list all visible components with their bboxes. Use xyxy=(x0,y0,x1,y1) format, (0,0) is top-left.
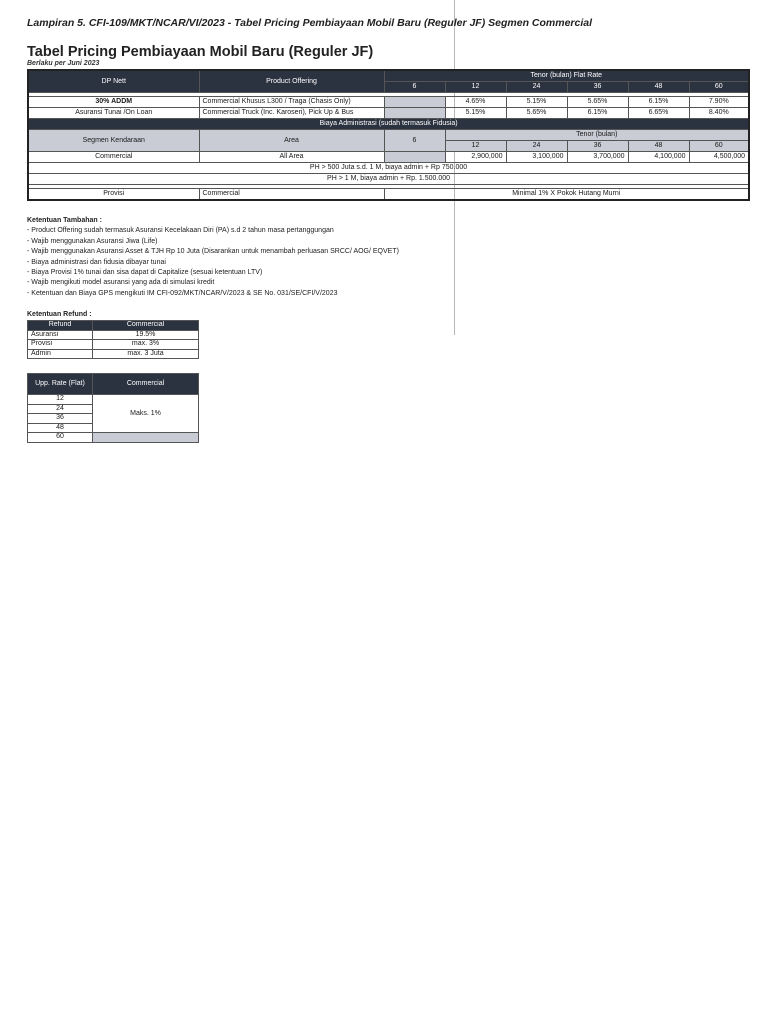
refund-table xyxy=(27,320,199,359)
admin-fee-cell-empty xyxy=(384,152,445,163)
upp-tenor: 60 xyxy=(28,433,93,443)
area-cell: All Area xyxy=(199,152,384,163)
ketentuan-item: - Wajib menggunakan Asuransi Jiwa (Life) xyxy=(27,237,158,245)
ketentuan-heading: Ketentuan Tambahan : xyxy=(27,217,102,224)
ketentuan-item: - Ketentuan dan Biaya GPS mengikuti IM CFI-092/MKT/NCAR/V/2023 & SE No. 031/SE/CFI/V/2023 xyxy=(27,289,338,297)
upp-col-header: Commercial xyxy=(93,374,199,395)
admin-fee-cell: 3,700,000 xyxy=(567,152,628,163)
pricing-table xyxy=(27,69,750,201)
area-header: Area xyxy=(199,130,384,152)
admin-fee-cell: 2,900,000 xyxy=(445,152,506,163)
upp-tenor: 24 xyxy=(28,404,93,414)
admin-note: PH > 500 Juta s.d. 1 M, biaya admin + Rp 750.000 xyxy=(28,163,749,174)
upp-tenor: 48 xyxy=(28,423,93,433)
tenor-flat-rate-header: Tenor (bulan) Flat Rate xyxy=(384,70,749,82)
ketentuan-item: - Wajib menggunakan Asuransi Asset & TJH Rp 10 Juta (Disarankan untuk menambah perluasan SRCC/ AOG/ EQVET) xyxy=(27,248,399,256)
upp-tenor: 12 xyxy=(28,395,93,405)
rate-cell-empty xyxy=(384,108,445,119)
refund-value: 19.5% xyxy=(93,330,199,340)
tenor-header-cell: 24 xyxy=(506,82,567,93)
rate-cell: 5.65% xyxy=(506,108,567,119)
rate-cell: 4.65% xyxy=(445,97,506,108)
admin-fee-cell: 3,100,000 xyxy=(506,152,567,163)
segmen-kendaraan-header: Segmen Kendaraan xyxy=(28,130,199,152)
upp-tenor: 36 xyxy=(28,414,93,424)
admin-note: PH > 1 M, biaya admin + Rp. 1.500.000 xyxy=(28,174,749,185)
ketentuan-item: - Biaya administrasi dan fidusia dibayar tunai xyxy=(27,258,166,266)
dp-nett-header: DP Nett xyxy=(28,70,199,93)
product-offering-header: Product Offering xyxy=(199,70,384,93)
admin-fee-cell: 4,100,000 xyxy=(628,152,689,163)
provisi-value: Minimal 1% X Pokok Hutang Murni xyxy=(384,189,749,201)
dp-value-cell: 30% ADDM xyxy=(28,97,199,108)
ketentuan-item: - Wajib mengikuti model asuransi yang ada di simulasi kredit xyxy=(27,279,215,287)
refund-heading: Ketentuan Refund : xyxy=(27,311,92,318)
refund-value: max. 3% xyxy=(93,340,199,350)
upp-rate-table xyxy=(27,373,199,443)
segmen-cell: Commercial xyxy=(28,152,199,163)
refund-value: max. 3 Juta xyxy=(93,349,199,359)
upp-col-header: Upp. Rate (Flat) xyxy=(28,374,93,395)
refund-label: Admin xyxy=(28,349,93,359)
page-title: Tabel Pricing Pembiayaan Mobil Baru (Reguler JF) xyxy=(27,44,374,60)
admin-fee-cell: 4,500,000 xyxy=(689,152,749,163)
rate-cell: 7.90% xyxy=(689,97,749,108)
admin-tenor-cell: 6 xyxy=(384,130,445,152)
rate-cell: 5.15% xyxy=(445,108,506,119)
admin-tenor-cell: 60 xyxy=(689,141,749,152)
admin-tenor-cell: 24 xyxy=(506,141,567,152)
product-cell: Commercial Truck (Inc. Karoseri), Pick Up & Bus xyxy=(199,108,384,119)
ketentuan-item: - Biaya Provisi 1% tunai dan sisa dapat di Capitalize (sesuai ketentuan LTV) xyxy=(27,269,263,277)
admin-tenor-cell: 48 xyxy=(628,141,689,152)
admin-tenor-header: Tenor (bulan) xyxy=(445,130,749,141)
rate-cell: 6.15% xyxy=(628,97,689,108)
admin-tenor-cell: 12 xyxy=(445,141,506,152)
tenor-header-cell: 6 xyxy=(384,82,445,93)
rate-cell: 6.15% xyxy=(567,108,628,119)
tenor-header-cell: 48 xyxy=(628,82,689,93)
admin-fee-header: Biaya Administrasi (sudah termasuk Fidusia) xyxy=(28,119,749,130)
ketentuan-item: - Product Offering sudah termasuk Asuransi Kecelakaan Diri (PA) s.d 2 tahun masa pertanggungan xyxy=(27,227,334,235)
admin-tenor-cell: 36 xyxy=(567,141,628,152)
refund-col-header: Commercial xyxy=(93,321,199,331)
upp-value: Maks. 1% xyxy=(93,395,199,433)
rate-cell-empty xyxy=(384,97,445,108)
product-cell: Commercial Khusus L300 / Traga (Chasis Only) xyxy=(199,97,384,108)
ketentuan-tambahan xyxy=(27,216,399,299)
upp-empty-cell xyxy=(93,433,199,443)
refund-label: Asuransi xyxy=(28,330,93,340)
provisi-segment: Commercial xyxy=(199,189,384,201)
tenor-header-cell: 36 xyxy=(567,82,628,93)
page-subtitle: Berlaku per Juni 2023 xyxy=(27,60,100,67)
rate-cell: 8.40% xyxy=(689,108,749,119)
lampiran-heading: Lampiran 5. CFI-109/MKT/NCAR/VI/2023 - Tabel Pricing Pembiayaan Mobil Baru (Reguler JF) Segmen Commercial xyxy=(27,17,593,29)
refund-label: Provisi xyxy=(28,340,93,350)
rate-cell: 5.15% xyxy=(506,97,567,108)
rate-cell: 6.65% xyxy=(628,108,689,119)
tenor-header-cell: 12 xyxy=(445,82,506,93)
refund-col-header: Refund xyxy=(28,321,93,331)
provisi-label: Provisi xyxy=(28,189,199,201)
rate-cell: 5.65% xyxy=(567,97,628,108)
tenor-header-cell: 60 xyxy=(689,82,749,93)
asuransi-cell: Asuransi Tunai /On Loan xyxy=(28,108,199,119)
